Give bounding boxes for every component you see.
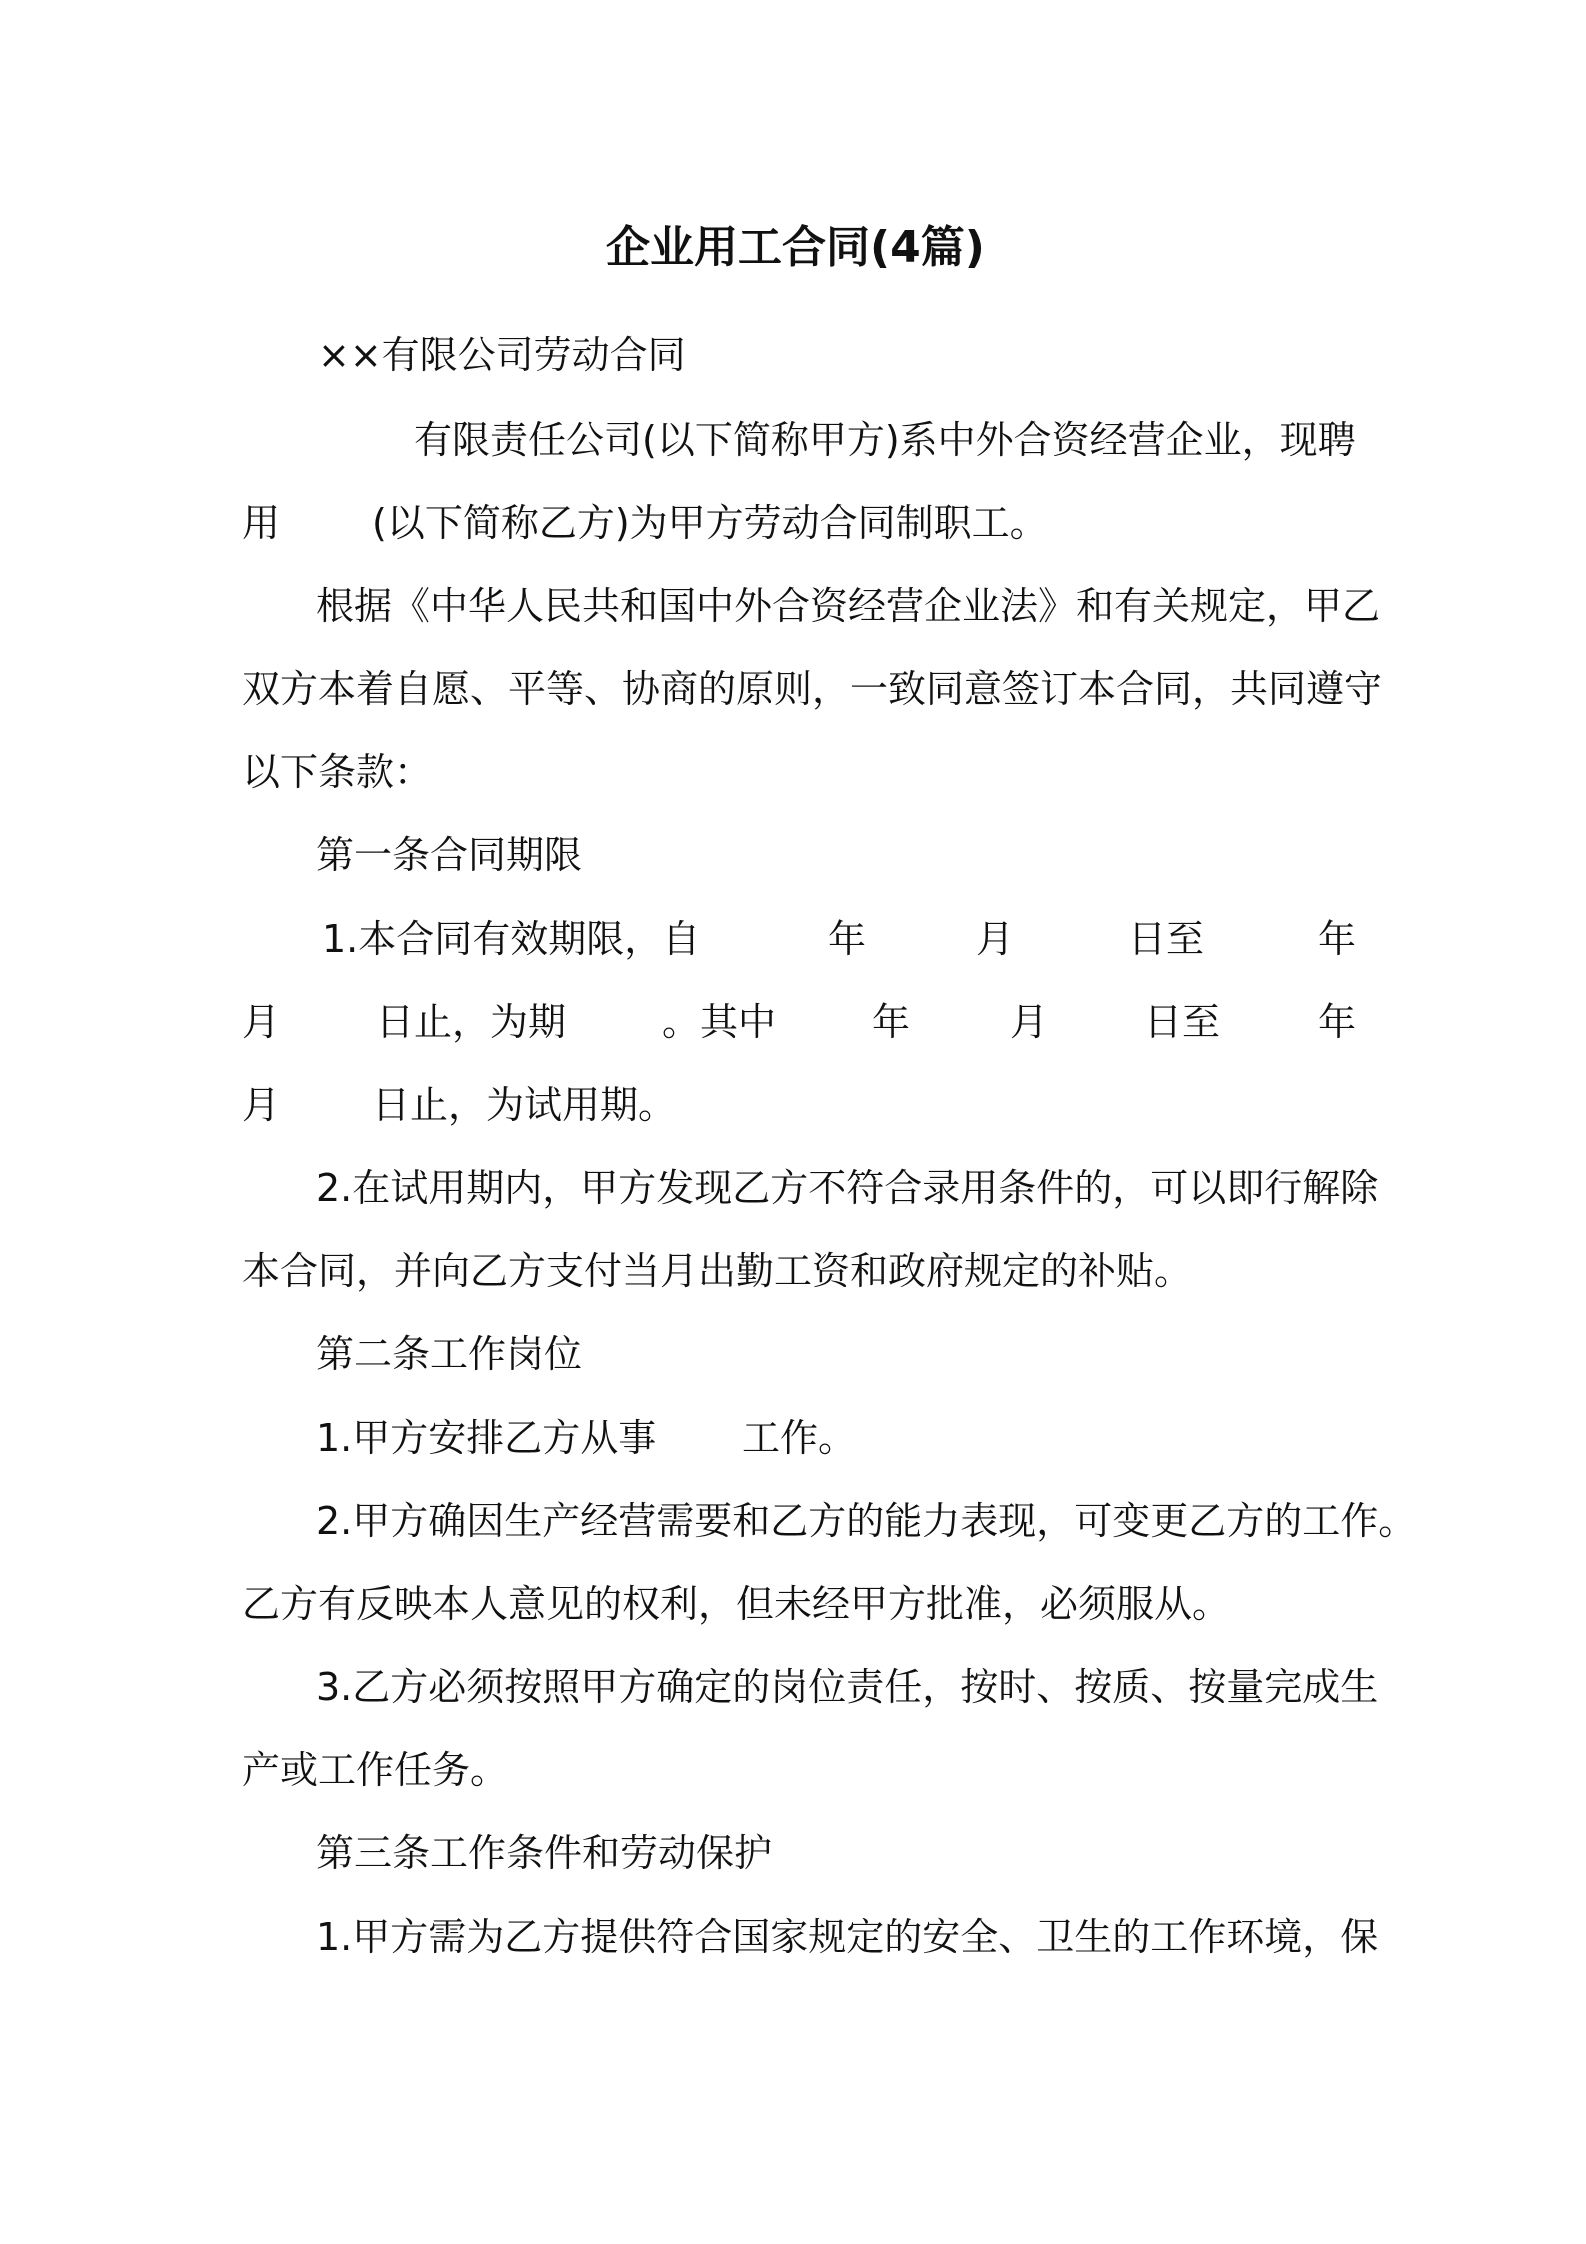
paragraph-intro: 有限责任公司(以下简称甲方)系中外合资经营企业，现聘	[414, 418, 1356, 462]
article-3-item-1: 1.甲方需为乙方提供符合国家规定的安全、卫生的工作环境，保	[316, 1915, 1379, 1959]
contract-subtitle: ××有限公司劳动合同	[318, 333, 686, 377]
paragraph-basis: 根据《中华人民共和国中外合资经营企业法》和有关规定，甲乙	[316, 584, 1381, 628]
article-1-item-1-cont: 月 日止，为期 。其中 年 月 日至 年	[242, 1000, 1357, 1044]
article-2-item-1: 1.甲方安排乙方从事 工作。	[316, 1416, 857, 1460]
article-1-heading: 第一条合同期限	[316, 833, 583, 877]
document-title: 企业用工合同(4篇)	[606, 222, 985, 273]
article-1-item-2-cont: 本合同，并向乙方支付当月出勤工资和政府规定的补贴。	[242, 1249, 1193, 1293]
article-1-item-2: 2.在试用期内，甲方发现乙方不符合录用条件的，可以即行解除	[316, 1166, 1379, 1210]
article-1-item-1-cont: 月 日止，为试用期。	[242, 1083, 677, 1127]
article-2-item-3: 3.乙方必须按照甲方确定的岗位责任，按时、按质、按量完成生	[316, 1665, 1379, 1709]
paragraph-basis-cont: 双方本着自愿、平等、协商的原则，一致同意签订本合同，共同遵守	[242, 667, 1383, 711]
article-2-item-2-cont: 乙方有反映本人意见的权利，但未经甲方批准，必须服从。	[242, 1582, 1231, 1626]
article-2-heading: 第二条工作岗位	[316, 1332, 583, 1376]
paragraph-basis-cont: 以下条款：	[242, 750, 433, 794]
article-3-heading: 第三条工作条件和劳动保护	[316, 1831, 773, 1875]
article-2-item-2: 2.甲方确因生产经营需要和乙方的能力表现，可变更乙方的工作。	[316, 1499, 1417, 1543]
article-2-item-3-cont: 产或工作任务。	[242, 1748, 509, 1792]
article-1-item-1: 1.本合同有效期限，自 年 月 日至 年	[322, 917, 1357, 961]
paragraph-intro-cont: 用 (以下简称乙方)为甲方劳动合同制职工。	[242, 501, 1048, 545]
